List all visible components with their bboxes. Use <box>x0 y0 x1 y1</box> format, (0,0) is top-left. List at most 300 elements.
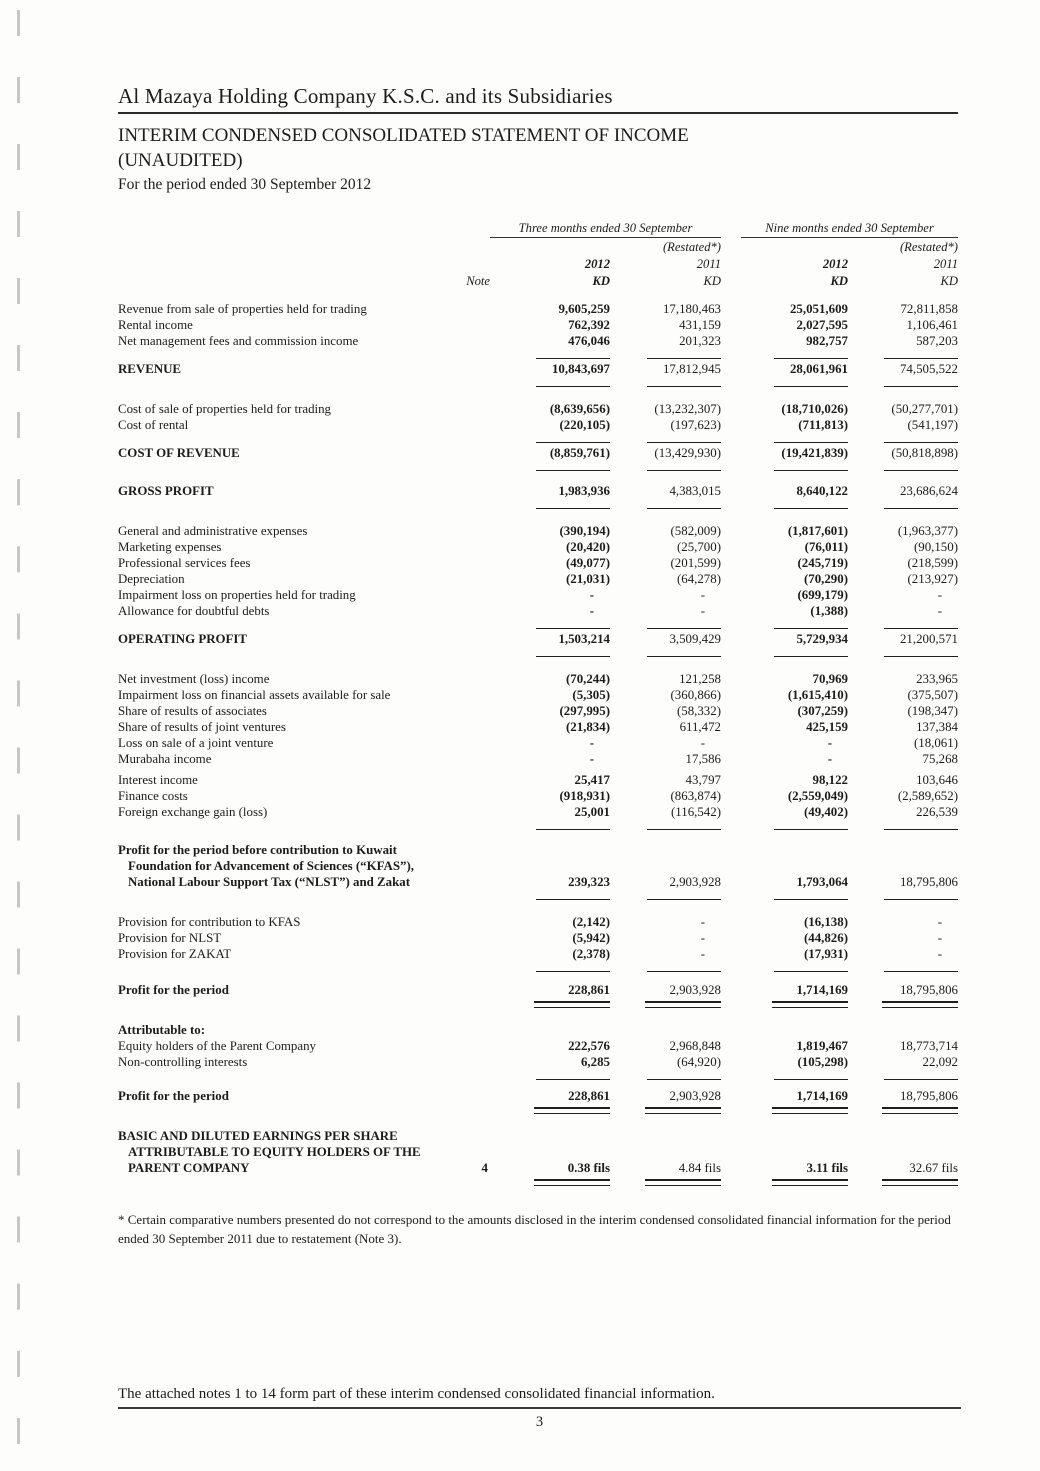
grand-total-rule-row <box>118 1000 958 1008</box>
value-cell: (245,719) <box>797 556 848 570</box>
value-cell: 8,640,122 <box>796 484 848 498</box>
value-cell: 1,793,064 <box>796 875 848 889</box>
value-cell: 72,811,858 <box>900 302 958 316</box>
document-content <box>118 84 958 1248</box>
value-cell: (5,942) <box>572 931 610 945</box>
value-cell <box>610 1068 721 1084</box>
value-cell: 1,106,461 <box>906 318 958 332</box>
value-cell: (17,931) <box>803 947 848 961</box>
value-cell: (375,507) <box>907 688 958 702</box>
subtotal-rule <box>647 358 721 359</box>
value-cell <box>490 459 610 475</box>
value-cell <box>741 1102 848 1118</box>
value-cell: 17,586 <box>685 752 721 766</box>
value-cell: 3.11 fils <box>806 1161 848 1175</box>
value-cell: (2,589,652) <box>897 789 958 803</box>
value-cell: (1,963,377) <box>897 524 958 538</box>
subtotal-rule <box>647 971 721 972</box>
value-cell: (2,559,049) <box>787 789 848 803</box>
currency-header-kd: KD <box>940 274 958 288</box>
subtotal-rule <box>884 829 958 830</box>
value-cell: (1,817,601) <box>787 524 848 538</box>
value-cell: 233,965 <box>916 672 958 686</box>
value-cell: 43,797 <box>685 773 721 787</box>
value-cell: 10,843,697 <box>551 362 610 376</box>
subtotal-rule <box>774 628 848 629</box>
value-cell: - <box>589 588 594 602</box>
value-cell: (1,388) <box>810 604 848 618</box>
subtotal-rule-row <box>118 822 958 830</box>
subtotal-rule <box>884 386 958 387</box>
value-cell: 228,861 <box>568 1089 610 1103</box>
row-label: Share of results of associates <box>118 704 267 718</box>
value-cell: (5,305) <box>572 688 610 702</box>
subtotal-rule <box>536 829 610 830</box>
value-cell: - <box>937 915 942 929</box>
row-rental-income <box>118 317 958 333</box>
value-cell: (70,290) <box>803 572 848 586</box>
value-cell: 25,051,609 <box>789 302 848 316</box>
subtotal-rule <box>647 442 721 443</box>
subtotal-rule <box>774 358 848 359</box>
row-label: Finance costs <box>118 789 188 803</box>
value-cell: 18,795,806 <box>899 983 958 997</box>
subtotal-rule-row <box>118 379 958 387</box>
value-cell: (218,599) <box>907 556 958 570</box>
grand-total-rule-row <box>118 1106 958 1114</box>
row-provision-for-nlst <box>118 930 958 946</box>
value-cell <box>610 888 721 904</box>
table-body <box>118 301 958 1186</box>
value-cell: (18,061) <box>913 736 958 750</box>
subtotal-rule <box>647 470 721 471</box>
value-cell: (918,931) <box>559 789 610 803</box>
subtotal-rule <box>536 899 610 900</box>
row-label: BASIC AND DILUTED EARNINGS PER SHARE ATTRIBUTABLE TO EQUITY HOLDERS OF THE PARENT COMPANY <box>118 1129 421 1175</box>
value-cell: (699,179) <box>797 588 848 602</box>
subtotal-rule <box>774 829 848 830</box>
attached-notes-line: The attached notes 1 to 14 form part of these interim condensed consolidated financial information. <box>118 1386 961 1409</box>
currency-header-kd: KD <box>703 274 721 288</box>
value-cell: 121,258 <box>679 672 721 686</box>
value-cell: (58,332) <box>676 704 721 718</box>
column-group-three-months: Three months ended 30 September <box>490 221 721 238</box>
row-label: Cost of rental <box>118 418 189 432</box>
double-rule <box>645 1179 721 1186</box>
double-rule <box>882 1179 958 1186</box>
value-cell <box>848 996 958 1012</box>
value-cell <box>741 497 848 513</box>
value-cell: - <box>937 947 942 961</box>
value-cell: - <box>700 736 705 750</box>
row-provision-for-contribution-to-kfas <box>118 914 958 930</box>
row-label: Profit for the period before contribution to Kuwait Foundation for Advancement of Sciences (“KFAS”), National Labour Support Tax (“NLST”) and Zakat <box>118 843 414 889</box>
row-label: REVENUE <box>118 362 182 376</box>
year-row <box>118 257 958 272</box>
value-cell: (16,138) <box>803 915 848 929</box>
subtotal-rule <box>774 508 848 509</box>
value-cell: (2,378) <box>572 947 610 961</box>
value-cell <box>610 497 721 513</box>
row-label: Attributable to: <box>118 1023 205 1037</box>
subtotal-rule <box>647 628 721 629</box>
row-label: Impairment loss on financial assets available for sale <box>118 688 391 702</box>
value-cell: 222,576 <box>568 1039 610 1053</box>
currency-header-kd: KD <box>592 274 610 288</box>
value-cell: 17,812,945 <box>662 362 721 376</box>
row-label: Cost of sale of properties held for trading <box>118 402 331 416</box>
value-cell: 17,180,463 <box>662 302 721 316</box>
row-label: Provision for NLST <box>118 931 222 945</box>
double-rule <box>534 1179 610 1186</box>
value-cell <box>741 996 848 1012</box>
value-cell: 2,968,848 <box>669 1039 721 1053</box>
row-label: Allowance for doubtful debts <box>118 604 270 618</box>
value-cell: (19,421,839) <box>781 446 848 460</box>
row-general-and-administrative-expenses <box>118 523 958 539</box>
subtotal-rule <box>884 508 958 509</box>
row-impairment-loss-on-financial-assets-available-for-sale <box>118 687 958 703</box>
value-cell <box>490 645 610 661</box>
value-cell <box>610 645 721 661</box>
subtotal-rule-row <box>118 1072 958 1080</box>
value-cell: 0.38 fils <box>567 1161 610 1175</box>
subtotal-rule-row <box>118 621 958 629</box>
value-cell: (44,826) <box>803 931 848 945</box>
value-cell <box>848 818 958 834</box>
subtotal-rule <box>647 386 721 387</box>
subtotal-rule <box>884 899 958 900</box>
row-label: Revenue from sale of properties held for trading <box>118 302 367 316</box>
value-cell: (13,232,307) <box>654 402 721 416</box>
value-cell: 982,757 <box>806 334 848 348</box>
value-cell: 2,027,595 <box>796 318 848 332</box>
value-cell: 74,505,522 <box>899 362 958 376</box>
row-profit-for-the-period-before-contribution-to-kuwait <box>118 842 958 890</box>
value-cell: 4.84 fils <box>678 1161 721 1175</box>
value-cell: (297,995) <box>559 704 610 718</box>
value-cell <box>741 960 848 976</box>
row-attributable-to <box>118 1022 958 1038</box>
document-subtitle: (UNAUDITED) <box>118 150 243 171</box>
value-cell: (76,011) <box>804 540 848 554</box>
value-cell <box>741 375 848 391</box>
subtotal-rule-row <box>118 435 958 443</box>
value-cell: 476,046 <box>568 334 610 348</box>
subtotal-rule <box>774 656 848 657</box>
value-cell: (582,009) <box>670 524 721 538</box>
note-currency-row <box>118 274 958 289</box>
double-rule <box>772 1001 848 1008</box>
double-rule <box>772 1107 848 1114</box>
double-rule <box>534 1107 610 1114</box>
value-cell <box>741 1068 848 1084</box>
value-cell: - <box>827 736 832 750</box>
value-cell: - <box>589 604 594 618</box>
row-finance-costs <box>118 788 958 804</box>
row-label: Share of results of joint ventures <box>118 720 286 734</box>
value-cell: (307,259) <box>797 704 848 718</box>
value-cell <box>610 996 721 1012</box>
value-cell: 18,795,806 <box>899 875 958 889</box>
value-cell: (20,420) <box>565 540 610 554</box>
value-cell: 32.67 fils <box>909 1161 958 1175</box>
double-rule <box>882 1107 958 1114</box>
row-label: General and administrative expenses <box>118 524 308 538</box>
subtotal-rule <box>536 442 610 443</box>
value-cell <box>848 1174 958 1190</box>
value-cell: 137,384 <box>916 720 958 734</box>
subtotal-rule <box>774 442 848 443</box>
value-cell <box>741 1174 848 1190</box>
value-cell: (13,429,930) <box>654 446 721 460</box>
subtotal-rule <box>536 470 610 471</box>
value-cell: (70,244) <box>565 672 610 686</box>
value-cell <box>848 375 958 391</box>
row-murabaha-income <box>118 751 958 767</box>
row-professional-services-fees <box>118 555 958 571</box>
value-cell: - <box>700 588 705 602</box>
value-cell: 21,200,571 <box>899 632 958 646</box>
row-label: Loss on sale of a joint venture <box>118 736 274 750</box>
value-cell: 23,686,624 <box>899 484 958 498</box>
row-label: Provision for contribution to KFAS <box>118 915 301 929</box>
value-cell: (49,402) <box>803 805 848 819</box>
subtotal-rule <box>647 1079 721 1080</box>
column-group-row <box>118 221 958 238</box>
value-cell: 18,795,806 <box>899 1089 958 1103</box>
value-cell: - <box>937 588 942 602</box>
value-cell <box>848 888 958 904</box>
value-cell: (21,834) <box>565 720 610 734</box>
value-cell: (105,298) <box>797 1055 848 1069</box>
row-loss-on-sale-of-a-joint-venture <box>118 735 958 751</box>
row-label: Net management fees and commission income <box>118 334 359 348</box>
subtotal-rule <box>774 1079 848 1080</box>
restatement-footnote: * Certain comparative numbers presented do not correspond to the amounts disclosed in the interim condensed consolidated financial information for the period ended 30 September 2011 due to restatement (Note 3). <box>118 1212 951 1246</box>
value-cell: - <box>937 604 942 618</box>
subtotal-rule <box>774 386 848 387</box>
value-cell: (220,105) <box>559 418 610 432</box>
year-header-2012-y: 2012 <box>822 257 848 271</box>
row-label: GROSS PROFIT <box>118 484 214 498</box>
value-cell <box>848 1102 958 1118</box>
subtotal-rule <box>536 1079 610 1080</box>
value-cell <box>741 888 848 904</box>
value-cell: (18,710,026) <box>781 402 848 416</box>
restated-label-three-months: (Restated*) <box>662 240 721 254</box>
row-depreciation <box>118 571 958 587</box>
value-cell <box>490 497 610 513</box>
value-cell: - <box>827 752 832 766</box>
value-cell: 22,092 <box>922 1055 958 1069</box>
value-cell: - <box>937 931 942 945</box>
value-cell: (201,599) <box>670 556 721 570</box>
value-cell: (863,874) <box>670 789 721 803</box>
subtotal-rule <box>647 899 721 900</box>
value-cell <box>848 497 958 513</box>
value-cell: 1,503,214 <box>558 632 610 646</box>
row-label: Impairment loss on properties held for trading <box>118 588 356 602</box>
note-ref: 4 <box>481 1161 488 1175</box>
subtotal-rule <box>884 470 958 471</box>
value-cell: 1,714,169 <box>796 983 848 997</box>
row-label: OPERATING PROFIT <box>118 632 248 646</box>
value-cell: (1,615,410) <box>787 688 848 702</box>
value-cell: 25,001 <box>574 805 610 819</box>
value-cell: (2,142) <box>572 915 610 929</box>
subtotal-rule-row <box>118 649 958 657</box>
company-name: Al Mazaya Holding Company K.S.C. and its Subsidiaries <box>118 84 958 114</box>
subtotal-rule <box>884 628 958 629</box>
double-rule <box>882 1001 958 1008</box>
value-cell <box>490 1068 610 1084</box>
double-rule <box>772 1179 848 1186</box>
row-impairment-loss-on-properties-held-for-trading <box>118 587 958 603</box>
value-cell: 239,323 <box>568 875 610 889</box>
value-cell <box>741 645 848 661</box>
value-cell <box>490 1174 610 1190</box>
value-cell <box>490 960 610 976</box>
row-label: Non-controlling interests <box>118 1055 248 1069</box>
subtotal-rule-row <box>118 463 958 471</box>
year-header-2012-q: 2012 <box>584 257 610 271</box>
row-marketing-expenses <box>118 539 958 555</box>
value-cell: 70,969 <box>812 672 848 686</box>
row-label: Foreign exchange gain (loss) <box>118 805 268 819</box>
value-cell: - <box>700 915 705 929</box>
year-header-2011-y: 2011 <box>933 257 958 271</box>
row-cost-of-sale-of-properties-held-for-trading <box>118 401 958 417</box>
subtotal-rule <box>884 442 958 443</box>
subtotal-rule <box>884 656 958 657</box>
value-cell: 201,323 <box>679 334 721 348</box>
document-title: INTERIM CONDENSED CONSOLIDATED STATEMENT OF INCOME <box>118 125 689 146</box>
value-cell: (8,859,761) <box>549 446 610 460</box>
row-label: Provision for ZAKAT <box>118 947 232 961</box>
row-label: Murabaha income <box>118 752 212 766</box>
value-cell: - <box>700 604 705 618</box>
value-cell <box>610 960 721 976</box>
subtotal-rule-row <box>118 351 958 359</box>
value-cell: (90,150) <box>913 540 958 554</box>
subtotal-rule <box>536 508 610 509</box>
income-statement-table <box>118 221 958 1186</box>
row-share-of-results-of-associates <box>118 703 958 719</box>
value-cell: 431,159 <box>679 318 721 332</box>
value-cell <box>490 888 610 904</box>
value-cell: 228,861 <box>568 983 610 997</box>
value-cell: (116,542) <box>670 805 721 819</box>
value-cell: 2,903,928 <box>669 983 721 997</box>
row-equity-holders-of-the-parent-company <box>118 1038 958 1054</box>
subtotal-rule-row <box>118 892 958 900</box>
subtotal-rule <box>536 358 610 359</box>
value-cell: 1,983,936 <box>558 484 610 498</box>
value-cell <box>610 1174 721 1190</box>
value-cell: 75,268 <box>922 752 958 766</box>
row-basic-and-diluted-earnings-per-share <box>118 1128 958 1176</box>
row-label: Profit for the period <box>118 983 229 997</box>
value-cell <box>610 459 721 475</box>
year-header-2011-q: 2011 <box>696 257 721 271</box>
value-cell: (197,623) <box>670 418 721 432</box>
value-cell: - <box>589 752 594 766</box>
value-cell: 9,605,259 <box>558 302 610 316</box>
subtotal-rule <box>647 656 721 657</box>
value-cell <box>490 996 610 1012</box>
restated-row <box>118 240 958 255</box>
double-rule <box>534 1001 610 1008</box>
value-cell <box>848 459 958 475</box>
subtotal-rule <box>536 656 610 657</box>
value-cell: 18,773,714 <box>899 1039 958 1053</box>
subtotal-rule <box>536 386 610 387</box>
row-share-of-results-of-joint-ventures <box>118 719 958 735</box>
value-cell: 1,714,169 <box>796 1089 848 1103</box>
value-cell: 103,646 <box>916 773 958 787</box>
value-cell: (213,927) <box>907 572 958 586</box>
value-cell <box>490 375 610 391</box>
subtotal-rule <box>536 971 610 972</box>
value-cell: (390,194) <box>559 524 610 538</box>
binder-marks <box>17 10 20 1460</box>
row-label: Rental income <box>118 318 193 332</box>
value-cell: 28,061,961 <box>789 362 848 376</box>
value-cell: 587,203 <box>916 334 958 348</box>
row-revenue-from-sale-of-properties-held-for-trading <box>118 301 958 317</box>
row-label: Profit for the period <box>118 1089 229 1103</box>
value-cell: - <box>700 931 705 945</box>
column-group-nine-months: Nine months ended 30 September <box>741 221 958 238</box>
row-label: Equity holders of the Parent Company <box>118 1039 316 1053</box>
value-cell: 4,383,015 <box>669 484 721 498</box>
page-footer <box>118 1386 961 1431</box>
value-cell <box>610 818 721 834</box>
value-cell: (50,277,701) <box>891 402 958 416</box>
row-net-investment-loss-income <box>118 671 958 687</box>
subtotal-rule-row <box>118 964 958 972</box>
value-cell <box>741 818 848 834</box>
value-cell: (711,813) <box>798 418 848 432</box>
restated-label-nine-months: (Restated*) <box>899 240 958 254</box>
value-cell: (49,077) <box>565 556 610 570</box>
row-label: Marketing expenses <box>118 540 222 554</box>
period-line: For the period ended 30 September 2012 <box>118 176 372 193</box>
row-label: Depreciation <box>118 572 185 586</box>
value-cell: 5,729,934 <box>796 632 848 646</box>
subtotal-rule <box>884 1079 958 1080</box>
value-cell: (50,818,898) <box>891 446 958 460</box>
value-cell: 3,509,429 <box>669 632 721 646</box>
value-cell: 226,539 <box>916 805 958 819</box>
subtotal-rule <box>647 829 721 830</box>
currency-header-kd: KD <box>830 274 848 288</box>
subtotal-rule-row <box>118 501 958 509</box>
value-cell: 611,472 <box>679 720 721 734</box>
value-cell <box>610 375 721 391</box>
row-label: Professional services fees <box>118 556 251 570</box>
value-cell: (64,278) <box>676 572 721 586</box>
value-cell: 2,903,928 <box>669 875 721 889</box>
value-cell <box>610 1102 721 1118</box>
value-cell <box>848 1068 958 1084</box>
row-label: Interest income <box>118 773 198 787</box>
value-cell <box>741 459 848 475</box>
value-cell: 6,285 <box>580 1055 610 1069</box>
row-interest-income <box>118 772 958 788</box>
subtotal-rule <box>774 899 848 900</box>
